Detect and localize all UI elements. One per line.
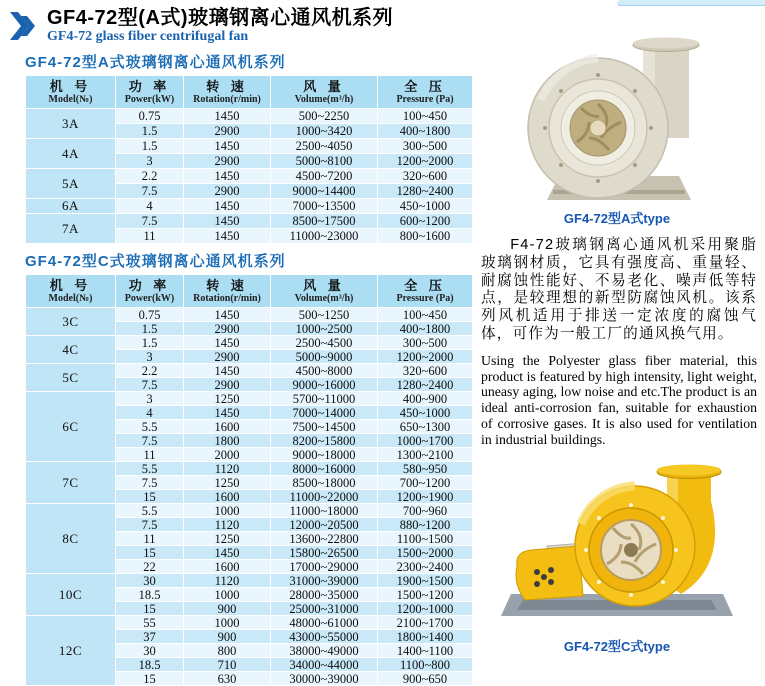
section-a-title: GF4-72型A式玻璃钢离心通风机系列	[25, 54, 286, 71]
table-row	[26, 574, 473, 588]
value-cell: 30	[116, 574, 184, 588]
value-cell: 2900	[184, 154, 271, 169]
value-cell: 2900	[184, 184, 271, 199]
value-cell: 3	[116, 392, 184, 406]
product-a-caption: GF4-72型A式type	[563, 211, 671, 226]
model-cell: 7C	[26, 462, 116, 504]
value-cell: 5.5	[116, 462, 184, 476]
value-cell: 100~450	[378, 308, 473, 322]
value-cell: 31000~39000	[271, 574, 378, 588]
table-row	[26, 392, 473, 406]
value-cell: 800~1600	[378, 229, 473, 244]
value-cell: 18.5	[116, 658, 184, 672]
table-row	[26, 214, 473, 229]
value-cell: 1800	[184, 434, 271, 448]
column-header: 功 率 Power(kW)	[116, 76, 184, 109]
value-cell: 2.2	[116, 364, 184, 378]
value-cell: 11	[116, 532, 184, 546]
value-cell: 9000~18000	[271, 448, 378, 462]
table-row	[26, 504, 473, 518]
value-cell: 500~1250	[271, 308, 378, 322]
value-cell: 11	[116, 448, 184, 462]
value-cell: 1450	[184, 109, 271, 124]
model-cell: 4C	[26, 336, 116, 364]
value-cell: 1280~2400	[378, 184, 473, 199]
value-cell: 3	[116, 350, 184, 364]
column-header: 全 压 Pressure (Pa)	[378, 275, 473, 308]
value-cell: 11000~23000	[271, 229, 378, 244]
value-cell: 100~450	[378, 109, 473, 124]
top-decor-strip	[617, 0, 765, 6]
value-cell: 1.5	[116, 124, 184, 139]
value-cell: 1450	[184, 546, 271, 560]
value-cell: 11	[116, 229, 184, 244]
model-cell: 5A	[26, 169, 116, 199]
value-cell: 0.75	[116, 109, 184, 124]
value-cell: 1450	[184, 406, 271, 420]
value-cell: 8500~17500	[271, 214, 378, 229]
value-cell: 30000~39000	[271, 672, 378, 686]
value-cell: 450~1000	[378, 199, 473, 214]
value-cell: 1450	[184, 364, 271, 378]
value-cell: 5000~8100	[271, 154, 378, 169]
value-cell: 2000	[184, 448, 271, 462]
value-cell: 1450	[184, 169, 271, 184]
value-cell: 15	[116, 672, 184, 686]
value-cell: 2900	[184, 322, 271, 336]
value-cell: 2.2	[116, 169, 184, 184]
model-cell: 3A	[26, 109, 116, 139]
value-cell: 43000~55000	[271, 630, 378, 644]
column-header: 机 号 Model(№)	[26, 76, 116, 109]
value-cell: 1450	[184, 336, 271, 350]
value-cell: 1500~1200	[378, 588, 473, 602]
value-cell: 0.75	[116, 308, 184, 322]
value-cell: 1120	[184, 574, 271, 588]
value-cell: 1450	[184, 139, 271, 154]
value-cell: 880~1200	[378, 518, 473, 532]
value-cell: 18.5	[116, 588, 184, 602]
value-cell: 2900	[184, 378, 271, 392]
value-cell: 1450	[184, 229, 271, 244]
table-row	[26, 169, 473, 184]
spec-table-c	[25, 274, 473, 686]
value-cell: 8200~15800	[271, 434, 378, 448]
value-cell: 800	[184, 644, 271, 658]
description-zh: F4-72玻璃钢离心通风机采用聚脂玻璃钢材质，它具有强度高、重量轻、耐腐蚀性能好、不易老化、噪声低等特点，是较理想的新型防腐蚀风机。该系列风机适用于排送一定浓度的腐蚀气体，可作为一般工厂的通风换气用。	[481, 237, 757, 342]
table-row	[26, 199, 473, 214]
value-cell: 1100~800	[378, 658, 473, 672]
table-row	[26, 462, 473, 476]
value-cell: 1200~2000	[378, 154, 473, 169]
value-cell: 15	[116, 602, 184, 616]
value-cell: 15	[116, 490, 184, 504]
product-c-figure	[469, 454, 765, 655]
value-cell: 1000	[184, 588, 271, 602]
value-cell: 450~1000	[378, 406, 473, 420]
fan-a-photo	[501, 30, 733, 204]
value-cell: 13600~22800	[271, 532, 378, 546]
value-cell: 1200~1000	[378, 602, 473, 616]
table-row	[26, 616, 473, 630]
value-cell: 5.5	[116, 504, 184, 518]
value-cell: 2900	[184, 124, 271, 139]
description-en: Using the Polyester glass fiber material, this product is featured by high intensity, light weight, uneasy aging, low noise and etc.The product is an ideal anti-corrosion fan, suitable for exhaustion of corrosive gases. It is also used for ventilation in industrial buildings.	[481, 352, 757, 447]
value-cell: 7.5	[116, 476, 184, 490]
value-cell: 1450	[184, 308, 271, 322]
value-cell: 900	[184, 630, 271, 644]
page-title: GF4-72型(A式)玻璃钢离心通风机系列	[47, 7, 394, 29]
model-cell: 10C	[26, 574, 116, 616]
value-cell: 11000~18000	[271, 504, 378, 518]
value-cell: 2500~4500	[271, 336, 378, 350]
table-row	[26, 139, 473, 154]
value-cell: 580~950	[378, 462, 473, 476]
value-cell: 1600	[184, 490, 271, 504]
value-cell: 9000~16000	[271, 378, 378, 392]
header-text-block	[47, 7, 393, 45]
value-cell: 12000~20500	[271, 518, 378, 532]
table-row	[26, 308, 473, 322]
value-cell: 500~2250	[271, 109, 378, 124]
value-cell: 7500~14500	[271, 420, 378, 434]
value-cell: 1000~1700	[378, 434, 473, 448]
model-cell: 12C	[26, 616, 116, 686]
value-cell: 1000~3420	[271, 124, 378, 139]
column-header: 功 率 Power(kW)	[116, 275, 184, 308]
value-cell: 1300~2100	[378, 448, 473, 462]
value-cell: 1100~1500	[378, 532, 473, 546]
column-header: 风 量 Volume(m³/h)	[271, 275, 378, 308]
value-cell: 2500~4050	[271, 139, 378, 154]
value-cell: 1250	[184, 476, 271, 490]
value-cell: 300~500	[378, 139, 473, 154]
table-row	[26, 336, 473, 350]
value-cell: 22	[116, 560, 184, 574]
model-cell: 6C	[26, 392, 116, 462]
value-cell: 37	[116, 630, 184, 644]
value-cell: 1200~2000	[378, 350, 473, 364]
value-cell: 1600	[184, 420, 271, 434]
value-cell: 1000	[184, 504, 271, 518]
value-cell: 1600	[184, 560, 271, 574]
value-cell: 2100~1700	[378, 616, 473, 630]
product-c-caption: GF4-72型C式type	[563, 638, 671, 654]
value-cell: 8500~18000	[271, 476, 378, 490]
value-cell: 700~1200	[378, 476, 473, 490]
value-cell: 400~1800	[378, 322, 473, 336]
value-cell: 34000~44000	[271, 658, 378, 672]
value-cell: 7.5	[116, 518, 184, 532]
value-cell: 600~1200	[378, 214, 473, 229]
column-header: 全 压 Pressure (Pa)	[378, 76, 473, 109]
value-cell: 17000~29000	[271, 560, 378, 574]
value-cell: 710	[184, 658, 271, 672]
value-cell: 2300~2400	[378, 560, 473, 574]
value-cell: 48000~61000	[271, 616, 378, 630]
value-cell: 400~1800	[378, 124, 473, 139]
model-cell: 7A	[26, 214, 116, 244]
value-cell: 11000~22000	[271, 490, 378, 504]
value-cell: 300~500	[378, 336, 473, 350]
value-cell: 320~600	[378, 364, 473, 378]
value-cell: 38000~49000	[271, 644, 378, 658]
value-cell: 1.5	[116, 322, 184, 336]
value-cell: 30	[116, 644, 184, 658]
table-row	[26, 109, 473, 124]
value-cell: 15800~26500	[271, 546, 378, 560]
value-cell: 1500~2000	[378, 546, 473, 560]
value-cell: 28000~35000	[271, 588, 378, 602]
value-cell: 5.5	[116, 420, 184, 434]
column-header: 机 号 Model(№)	[26, 275, 116, 308]
model-cell: 3C	[26, 308, 116, 336]
section-c-title: GF4-72型C式玻璃钢离心通风机系列	[25, 253, 286, 270]
header-row	[26, 76, 473, 109]
column-header: 风 量 Volume(m³/h)	[271, 76, 378, 109]
model-cell: 6A	[26, 199, 116, 214]
value-cell: 25000~31000	[271, 602, 378, 616]
value-cell: 1450	[184, 214, 271, 229]
fan-c-photo	[495, 454, 739, 632]
right-column	[469, 30, 765, 655]
model-cell: 5C	[26, 364, 116, 392]
column-header: 转 速 Rotation(r/min)	[184, 275, 271, 308]
value-cell: 1000~2500	[271, 322, 378, 336]
value-cell: 1.5	[116, 336, 184, 350]
value-cell: 1250	[184, 392, 271, 406]
value-cell: 2900	[184, 350, 271, 364]
value-cell: 15	[116, 546, 184, 560]
value-cell: 1450	[184, 199, 271, 214]
value-cell: 630	[184, 672, 271, 686]
value-cell: 1400~1100	[378, 644, 473, 658]
value-cell: 700~960	[378, 504, 473, 518]
value-cell: 900~650	[378, 672, 473, 686]
value-cell: 1.5	[116, 139, 184, 154]
model-cell: 4A	[26, 139, 116, 169]
header-row	[26, 275, 473, 308]
value-cell: 4500~8000	[271, 364, 378, 378]
value-cell: 8000~16000	[271, 462, 378, 476]
value-cell: 1120	[184, 518, 271, 532]
value-cell: 1280~2400	[378, 378, 473, 392]
value-cell: 4500~7200	[271, 169, 378, 184]
product-a-figure	[469, 30, 765, 227]
value-cell: 1250	[184, 532, 271, 546]
value-cell: 4	[116, 406, 184, 420]
value-cell: 1800~1400	[378, 630, 473, 644]
page-subtitle: GF4-72 glass fiber centrifugal fan	[47, 29, 249, 44]
value-cell: 55	[116, 616, 184, 630]
table-row	[26, 364, 473, 378]
column-header: 转 速 Rotation(r/min)	[184, 76, 271, 109]
value-cell: 7000~13500	[271, 199, 378, 214]
value-cell: 7.5	[116, 184, 184, 199]
value-cell: 320~600	[378, 169, 473, 184]
value-cell: 7.5	[116, 214, 184, 229]
value-cell: 5000~9000	[271, 350, 378, 364]
value-cell: 4	[116, 199, 184, 214]
value-cell: 5700~11000	[271, 392, 378, 406]
value-cell: 7000~14000	[271, 406, 378, 420]
model-cell: 8C	[26, 504, 116, 574]
value-cell: 7.5	[116, 378, 184, 392]
spec-table-a	[25, 75, 473, 244]
value-cell: 1120	[184, 462, 271, 476]
value-cell: 400~900	[378, 392, 473, 406]
value-cell: 900	[184, 602, 271, 616]
value-cell: 1000	[184, 616, 271, 630]
value-cell: 7.5	[116, 434, 184, 448]
value-cell: 3	[116, 154, 184, 169]
value-cell: 1900~1500	[378, 574, 473, 588]
double-chevron-right-icon	[10, 10, 40, 48]
value-cell: 9000~14400	[271, 184, 378, 199]
value-cell: 650~1300	[378, 420, 473, 434]
value-cell: 1200~1900	[378, 490, 473, 504]
